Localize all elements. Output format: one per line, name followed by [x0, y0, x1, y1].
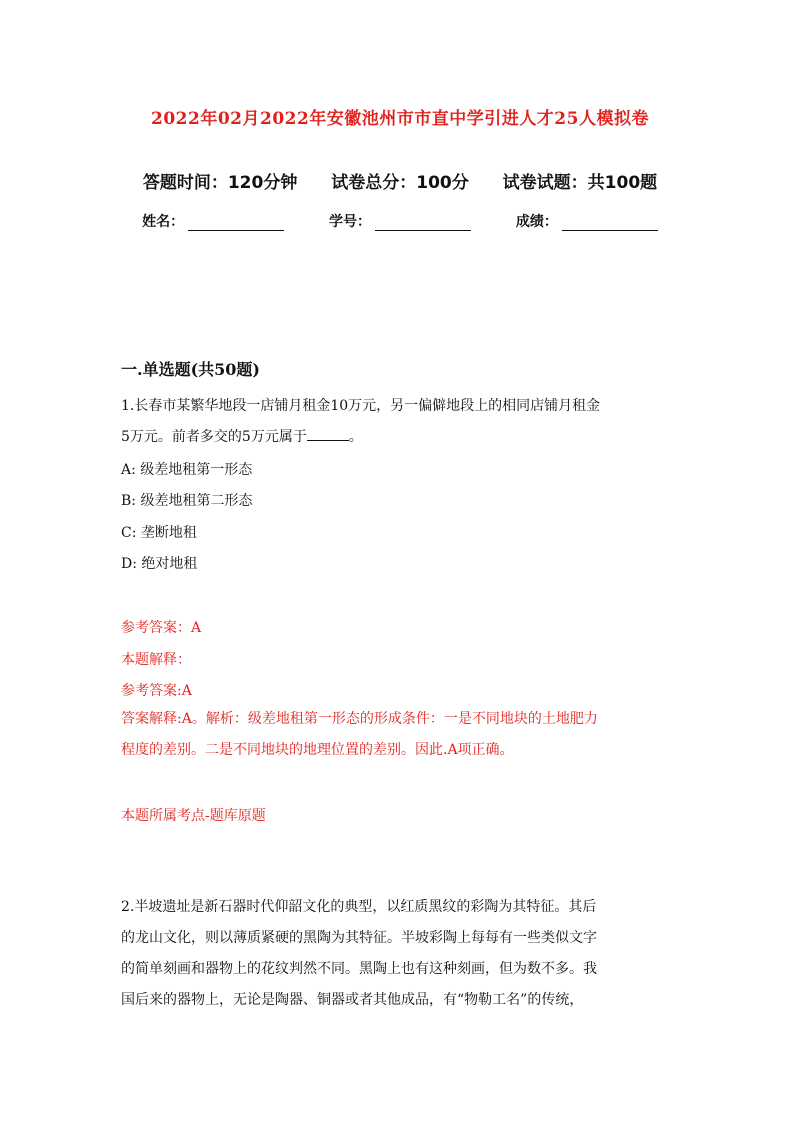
option-b: B: 级差地租第二形态 [121, 493, 253, 509]
question-2-line-1: 2.半坡遗址是新石器时代仰韶文化的典型，以红质黑纹的彩陶为其特征。其后 [121, 899, 597, 915]
section-title: 一.单选题(共50题) [121, 360, 260, 379]
question-1-line-2 [121, 422, 681, 453]
name-field [142, 211, 284, 231]
option-c: C: 垄断地租 [121, 525, 197, 541]
topic-source: 本题所属考点-题库原题 [121, 808, 266, 824]
explanation-label: 本题解释： [121, 652, 191, 668]
question-1-line-2-end: 。 [348, 429, 363, 445]
option-d: D: 绝对地租 [121, 556, 198, 572]
answer-blank [307, 427, 349, 441]
question-2-line-2: 的龙山文化，则以薄质紧硬的黑陶为其特征。半坡彩陶上每每有一些类似文字 [121, 930, 597, 946]
analysis-line-2: 程度的差别。二是不同地块的地理位置的差别。因此.A项正确。 [121, 742, 514, 758]
question-1-line-2-text: 5万元。前者多交的5万元属于 [121, 429, 307, 445]
student-info-row [0, 211, 800, 231]
student-id-field [329, 211, 471, 231]
exam-question-count: 试卷试题：共100题 [502, 173, 658, 193]
question-2-text [121, 892, 681, 1016]
score-field [516, 211, 658, 231]
question-1-text [121, 391, 681, 453]
name-input-line[interactable] [188, 216, 284, 231]
student-id-input-line[interactable] [375, 216, 471, 231]
student-id-label: 学号： [329, 214, 371, 230]
exam-total-score: 试卷总分：100分 [331, 173, 469, 193]
question-2-line-4: 国后来的器物上，无论是陶器、铜器或者其他成品，有“物勒工名”的传统， [121, 992, 584, 1008]
reference-answer: 参考答案：A [121, 620, 202, 636]
score-input-line[interactable] [562, 216, 658, 231]
answer-analysis [121, 704, 681, 766]
exam-title: 2022年02月2022年安徽池州市市直中学引进人才25人模拟卷 [151, 109, 649, 129]
option-a: A: 级差地租第一形态 [121, 462, 253, 478]
analysis-line-1: 答案解释:A。解析：级差地租第一形态的形成条件：一是不同地块的土地肥力 [121, 711, 598, 727]
question-1-line-1: 1.长春市某繁华地段一店铺月租金10万元，另一偏僻地段上的相同店铺月租金 [121, 398, 601, 414]
question-2-line-3: 的简单刻画和器物上的花纹判然不同。黑陶上也有这种刻画，但为数不多。我 [121, 961, 597, 977]
name-label: 姓名： [142, 214, 185, 230]
score-label: 成绩： [515, 214, 558, 230]
reference-answer-2: 参考答案:A [121, 683, 192, 699]
exam-info-row [0, 168, 800, 193]
exam-time: 答题时间：120分钟 [142, 173, 298, 193]
